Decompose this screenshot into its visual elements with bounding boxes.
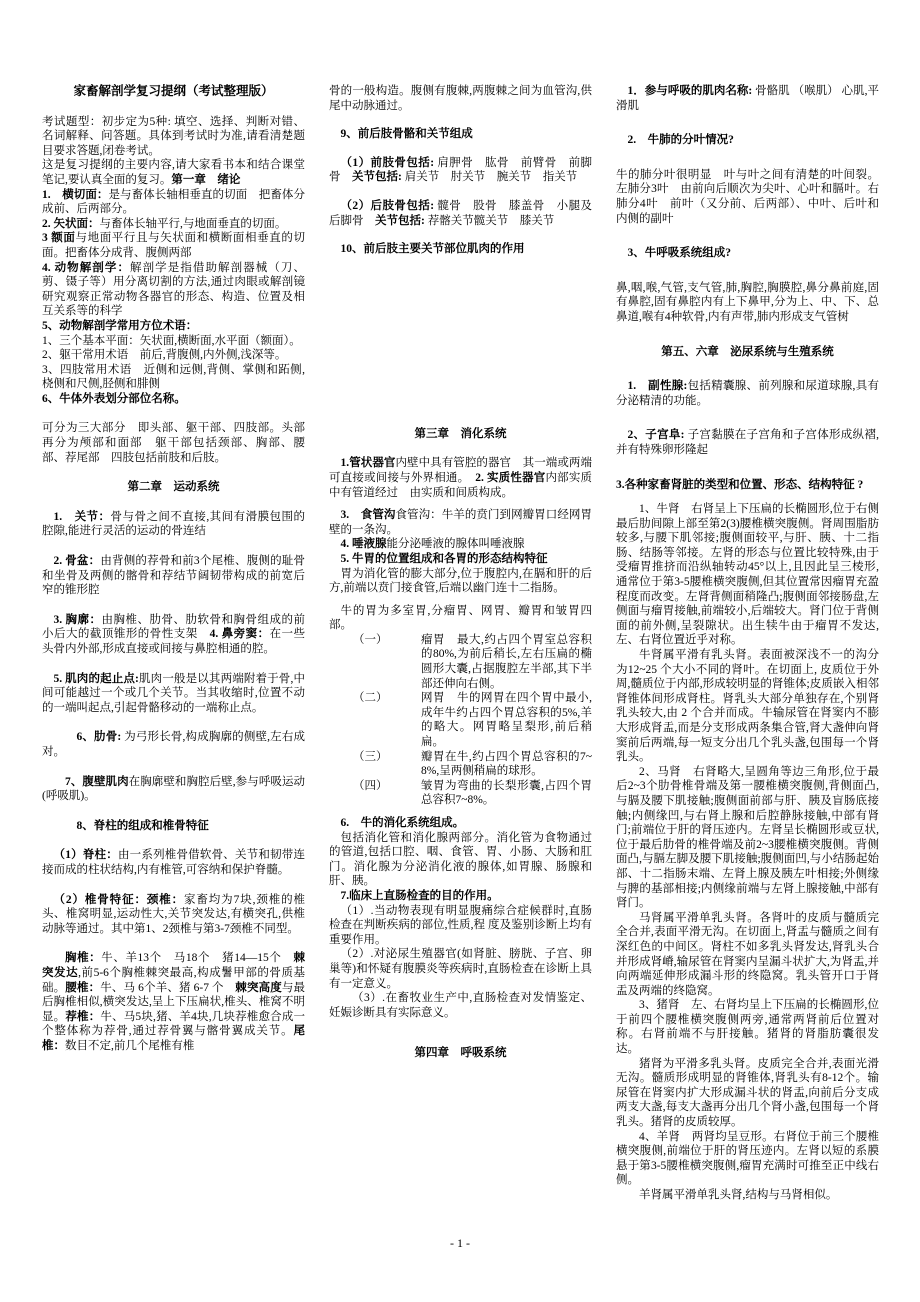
paragraph <box>42 231 305 260</box>
spacer <box>42 99 305 115</box>
paragraph <box>329 242 592 257</box>
paragraph <box>42 334 305 349</box>
spacer <box>616 226 879 246</box>
text-run: 1．参与呼吸的肌肉名称: <box>627 85 753 97</box>
paragraph <box>329 127 592 142</box>
paragraph <box>616 84 879 113</box>
text-run: 由胸椎、肋骨、肋软骨和胸骨组成的前小后大的截顶锥形的骨性支架 <box>42 613 305 641</box>
text-run: （2）椎骨特征：颈椎： <box>53 893 185 906</box>
paragraph <box>42 348 305 363</box>
text-run: 内壁中具有管腔的器官 其一端或两端可直接或间接与外界相通。 <box>329 457 592 484</box>
paragraph <box>42 158 305 187</box>
text-run: 3. 胸廓： <box>53 613 102 626</box>
text-run: 棘突发达 <box>42 952 305 979</box>
text-run: 可分为三大部分 即头部、躯干部、四肢部。头部再分为颅部和面部 躯干部包括颈部、胸部、腰部、荐尾部 四肢包括前肢和后肢。 <box>42 422 305 464</box>
text-run: 皱胃为弯曲的长梨形囊,占四个胃总容积7~8%。 <box>421 779 592 807</box>
text-run: 第三章 消化系统 <box>414 427 507 440</box>
paragraph <box>42 893 305 937</box>
text-run: 与地面平行且与矢状面和横断面相垂直的切面。把畜体分成背、腹侧两部 <box>42 232 305 259</box>
paragraph <box>42 363 305 392</box>
paragraph <box>42 319 305 334</box>
text-run: 5、动物解剖学常用方位术语： <box>42 319 198 332</box>
list-item-body <box>421 691 592 749</box>
spacer <box>329 500 592 508</box>
text-run: 马肾属平滑单乳头肾。各肾叶的皮质与髓质完全合并,表面平滑无沟。在切面上,肾盂与髓质之间有深红色的中间区。肾柱不如多乳头肾发达,肾乳头合并形成肾嵴,输尿管在肾窦内呈漏斗状扩大,为肾盂,并向两端延伸形成漏斗形的终隐窝。乳头管开口于肾盂及两端的终隐窝。 <box>616 911 879 997</box>
list-item-body <box>421 750 592 779</box>
spacer <box>616 492 879 502</box>
paragraph <box>616 1188 879 1203</box>
text-run: 羊肾属平滑单乳头肾,结构与马肾相似。 <box>639 1189 838 1201</box>
paragraph <box>616 168 879 226</box>
spacer <box>616 148 879 168</box>
text-run: 6、牛体外表划分部位名称。 <box>42 392 186 405</box>
text-run: 2. 实质性器官 <box>475 471 546 484</box>
text-run: 由背侧的荐骨和前3个尾椎、腹侧的耻骨和坐骨及两侧的髂骨和荐结节阔韧带构成的前宽后窄的锥形腔 <box>42 555 305 597</box>
spacer <box>42 804 305 819</box>
text-run: 骨的一般构造。腹侧有腹棘,两腹棘之间为血管沟,供尾中动脉通过。 <box>329 85 592 112</box>
spacer <box>42 539 305 554</box>
spacer <box>329 257 592 427</box>
text-run: 瓣胃在牛,约占四个胃总容积的7~8%,呈两侧稍扁的球形。 <box>421 750 592 778</box>
text-run: 4. 唾液腺 <box>340 538 387 551</box>
document-title <box>42 84 305 99</box>
text-run: 2、子宫阜: <box>627 429 685 442</box>
text-run: 为弓形长骨,构成胸廓的侧壁,左右成对。 <box>42 731 305 758</box>
text-run: （1）脊柱： <box>53 849 118 862</box>
text-run: 3、四肢常用术语 近侧和远侧,背侧、掌侧和跖侧,桡侧和尺侧,胫侧和腓侧 <box>42 363 305 391</box>
paragraph <box>329 537 592 552</box>
text-run: 解剖学是指借助解剖器械（刀、剪、镊子等）用分离切割的方法,通过肉眼或解剖镜研究观察正常动物各器官的形态、构造、位置及相互关系等的科学 <box>42 261 305 318</box>
text-run: 由一系列椎骨借软骨、关节和韧带连接而成的柱状结构,内有椎管,可容纳和保护脊髓。 <box>42 849 305 876</box>
spacer <box>616 359 879 379</box>
chapter-heading <box>42 480 305 495</box>
text-run: 数目不定,前几个尾椎有椎 <box>65 1039 195 1052</box>
paragraph <box>42 775 305 804</box>
paragraph <box>329 831 592 889</box>
text-run: ,前5-6个胸椎棘突最高,构成鬐甲部的骨质基础。 <box>42 966 305 994</box>
paragraph <box>616 133 879 148</box>
text-run: 4. 动物解剖学： <box>42 261 131 274</box>
paragraph <box>42 392 305 407</box>
text-run: 第四章 呼吸系统 <box>414 1047 507 1060</box>
paragraph <box>329 508 592 537</box>
spacer <box>329 142 592 156</box>
paragraph <box>616 502 879 648</box>
text-run: 4. 鼻旁窦： <box>209 628 270 641</box>
text-run: 3、牛呼吸系统组成? <box>627 247 731 260</box>
text-run: 牛、羊13个 马18个 猪14—15个 <box>101 952 294 965</box>
text-run: 3 额面 <box>42 232 76 245</box>
paragraph <box>42 951 305 1053</box>
text-run: 荐髂关节髋关节 膝关节 <box>424 214 555 227</box>
text-run: 胸椎： <box>65 952 102 965</box>
text-run: 棘突高度 <box>235 981 282 994</box>
spacer <box>42 598 305 613</box>
paragraph <box>42 730 305 759</box>
paragraph <box>616 246 879 261</box>
text-run: 2、马肾 右肾略大,呈圆角等边三角形,位于最后2~3个肋骨椎骨端及第一腰椎横突腹侧,背侧面凸,与膈及腰下肌接触;腹侧面前部与肝、胰及盲肠底接触;内侧缘凹,与右肾上腺和后腔静脉接触,中部有肾门;前端位于肝的肾压迹内。左肾呈长椭圆形或豆状,位于最后肋骨的椎骨端及前2~3腰椎横突腹侧。背侧面凸,与膈左脚及腰下肌接触;腹侧面凹,与小结肠起始部、十二指肠末端、左肾上腺及胰左叶相接;外侧缘与脾的基部相接;内侧缘前端与左肾上腺接触,中部有肾门。 <box>616 765 879 910</box>
paragraph <box>42 115 305 159</box>
text-run: 1、牛肾 右肾呈上下压扁的长椭圆形,位于右侧最后肋间隙上部至第2(3)腰椎横突腹侧。肾周围脂肪较多,与腰下肌邻接;腹侧面较平,与肝、胰、十二指肠、结肠等邻接。左肾的形态与位置比较特殊,由于受瘤胃推挤而沿纵轴转动45°以上,且因此呈三棱形,通常位于第3-5腰椎横突腹侧,但其位置常因瘤胃充盈程度而改变。左肾背侧面稍隆凸;腹侧面邻接肠盘,左侧面与瘤胃接触,前端较小,后端较大。肾门位于背侧面的前外侧,呈裂隙状。出生犊牛由于瘤胃不发达,左、右肾位置近乎对称。 <box>616 503 879 647</box>
list-item-label: （一） <box>353 633 388 646</box>
text-run: 肩胛骨 肱骨 前臂骨 前脚骨 <box>329 156 592 184</box>
text-run: 是与畜体长轴相垂直的切面 把畜体分成前、后两部分。 <box>42 188 305 216</box>
text-run: （1）.当动物表现有明显腹痛综合症候群时,直肠检查在判断疾病的部位,性质,程 度及鉴别诊断上均有重要作用。 <box>329 904 592 946</box>
spacer <box>616 408 879 428</box>
text-run: 2. 骨盆： <box>53 555 101 568</box>
text-run: 荐椎： <box>65 1010 101 1023</box>
text-run: 在胸廓壁和胸腔后壁,参与呼吸运动(呼吸肌)。 <box>42 775 305 803</box>
text-run: 肩关节 肘关节 腕关节 指关节 <box>401 171 578 184</box>
spacer <box>616 113 879 133</box>
text-run: 第五、六章 泌尿系统与生殖系统 <box>661 345 834 358</box>
list-item-body <box>421 633 592 691</box>
list-item <box>329 779 592 808</box>
text-run: 网胃 牛的网胃在四个胃中最小,成年牛约占四个胃总容积的5%,羊的略大。网胃略呈梨形,前后稍扁。 <box>421 692 592 749</box>
paragraph <box>616 478 879 493</box>
paragraph <box>42 188 305 217</box>
paragraph <box>329 456 592 500</box>
text-run: （1）前肢骨包括: <box>340 156 435 169</box>
text-run: 腰椎： <box>65 981 101 994</box>
page-number: - 1 - <box>450 1236 470 1250</box>
text-run: 7、腹壁肌肉 <box>65 775 129 788</box>
text-run: （2）.对泌尿生殖器官(如肾脏、膀胱、子宫、卵巢等)和怀疑有腹膜炎等疾病时,直肠检查在诊断上具有一定意义。 <box>329 948 592 990</box>
paragraph <box>616 911 879 999</box>
text-run: 3、猪肾 左、右肾均呈上下压扁的长椭圆形,位于前四个腰椎横突腹侧两旁,通常两肾前后位置对称。右肾前端不与肝接触。猪肾的肾脂肪囊很发达。 <box>616 999 879 1056</box>
paragraph <box>329 947 592 991</box>
paragraph <box>42 217 305 232</box>
column <box>616 84 879 1224</box>
text-run: 1. 副性腺: <box>627 380 688 393</box>
paragraph <box>616 379 879 408</box>
paragraph <box>42 510 305 539</box>
paragraph <box>42 672 305 716</box>
paragraph <box>329 84 592 113</box>
spacer <box>42 406 305 421</box>
paragraph <box>616 648 879 765</box>
chapter-heading <box>329 427 592 442</box>
text-run: 1、三个基本平面：矢状面,横断面,水平面（额面）。 <box>42 334 301 347</box>
list-item-label: （二） <box>353 692 388 705</box>
text-run: 牛、马5块,猪、羊4块,几块荐椎愈合成一个整体称为荐骨,通过荐骨翼与髂骨翼成关节。 <box>42 1010 305 1038</box>
paragraph <box>616 998 879 1056</box>
column <box>329 84 592 1224</box>
text-run: 牛、马 6个羊、猪 6-7 个 <box>100 981 236 994</box>
text-run: 3. 食管沟 <box>340 509 396 522</box>
text-run: 与最后胸椎相似,横突发达,呈上下压扁状,椎头、椎窝不明显。 <box>42 981 305 1023</box>
text-run: 6、肋骨: <box>76 731 122 744</box>
text-run: 9、前后肢骨骼和关节组成 <box>340 128 473 141</box>
paragraph <box>42 613 305 657</box>
paragraph <box>42 421 305 465</box>
text-run: 考试题型：初步定为5种: 填空、选择、判断对错、名词解释、问答题。具体到考试时为准,请看清楚题目要求答题,闭卷考试。 <box>42 115 305 157</box>
paragraph <box>42 554 305 598</box>
text-run: 骨骼肌 （喉肌） 心肌,平滑肌 <box>616 85 879 112</box>
text-run: 4、羊肾 两肾均呈豆形。右肾位于前三个腰椎横突腹侧,前端位于肝的肾压迹内。左肾以短的系膜悬于第3-5腰椎横突腹侧,瘤胃充满时可推至正中线右侧。 <box>616 1130 879 1187</box>
paragraph <box>616 281 879 325</box>
column <box>42 84 305 1224</box>
text-run: 1.管状器官 <box>340 457 396 470</box>
list-item-label: （三） <box>353 750 388 763</box>
text-run: 在一些头骨内外部,形成直接或间接与鼻腔相通的腔。 <box>42 628 305 655</box>
text-run: 内部实质中有管道经过 由实质和间质构成。 <box>329 471 592 499</box>
list-item <box>329 633 592 691</box>
text-run: 10、前后肢主要关节部位肌肉的作用 <box>340 243 525 256</box>
text-run: 7.临床上直肠检查的目的作用。 <box>340 889 499 902</box>
spacer <box>42 495 305 510</box>
spacer <box>329 185 592 199</box>
spacer <box>42 657 305 672</box>
text-run: 与畜体长轴平行,与地面垂直的切面。 <box>99 217 287 230</box>
paragraph <box>616 1057 879 1130</box>
text-run: 髋骨 股骨 膝盖骨 小腿及后脚骨 <box>329 199 592 227</box>
spacer <box>616 325 879 345</box>
paragraph <box>329 199 592 228</box>
list-item-label: （四） <box>353 779 388 792</box>
text-run: 鼻,咽,喉,气管,支气管,肺,胸腔,胸膜腔,鼻分鼻前庭,固有鼻腔,固有鼻腔内有上下鼻甲,分为上、中、下、总鼻道,喉有4种软骨,内有声带,肺内形成支气管树 <box>616 281 879 323</box>
spacer <box>42 936 305 951</box>
text-run: 6. 牛的消化系统组成。 <box>340 817 465 829</box>
text-run: 2. 矢状面： <box>42 217 100 230</box>
list-item <box>329 750 592 779</box>
paragraph <box>616 765 879 911</box>
paragraph <box>329 889 592 904</box>
text-run: 2、躯干常用术语 前后,背腹侧,内外侧,浅深等。 <box>42 349 287 362</box>
spacer <box>42 465 305 480</box>
text-run: 第一章 绪论 <box>171 173 241 186</box>
spacer <box>329 1020 592 1046</box>
text-run: 5. 肌肉的起止点: <box>53 672 139 685</box>
paragraph <box>616 428 879 457</box>
list-item <box>329 691 592 749</box>
list-item-body <box>421 779 592 808</box>
spacer <box>329 228 592 242</box>
text-run: 包括消化管和消化腺两部分。消化管为食物通过的管道,包括口腔、咽、食管、胃、小肠、大肠和肛门。消化腺为分泌消化液的腺体,如胃腺、肠腺和肝、胰。 <box>329 831 592 888</box>
paragraph <box>42 819 305 834</box>
paragraph <box>329 816 592 831</box>
text-run: 这是复习提纲的主要内容,请大家看书本和结合课堂笔记,要认真全面的复习。 <box>42 159 305 186</box>
text-run: 5. 牛胃的位置组成和各胃的形态结构特征 <box>340 552 548 565</box>
text-run: 关节包括: <box>375 214 425 227</box>
text-run: 3.各种家畜肾脏的类型和位置、形态、结构特征 ? <box>616 478 864 491</box>
text-run: 骨与骨之间不直接,其间有滑膜包围的腔隙,能进行灵活的运动的骨连结 <box>42 510 305 538</box>
text-run: （2）后肢骨包括: <box>340 199 435 212</box>
paragraph <box>329 567 592 596</box>
chapter-heading <box>616 345 879 360</box>
text-run: 8、脊柱的组成和椎骨特征 <box>76 819 209 832</box>
text-run: 1. 关节： <box>53 510 111 523</box>
spacer <box>42 715 305 730</box>
paragraph <box>329 604 592 633</box>
paragraph <box>42 261 305 319</box>
paragraph <box>616 1130 879 1188</box>
text-run: 子宫黏膜在子宫角和子宫体形成纵褶,并有特殊卵形隆起 <box>616 429 879 456</box>
text-run: 1. 横切面： <box>42 188 109 201</box>
text-run: 家畜解剖学复习提纲（考试整理版） <box>73 84 274 98</box>
text-run: 瘤胃 最大,约占四个胃室总容积的80%,为前后稍长,左右压扁的椭圆形大囊,占据腹腔左半部,其下半部还伸向右侧。 <box>421 633 592 690</box>
text-run: 家畜均为7块,颈椎的椎头、椎窝明显,运动性大,关节突发达,有横突孔,供椎动脉等通过。其中第1、2颈椎与第3-7颈椎不同型。 <box>42 893 305 935</box>
text-run: 食管沟：牛羊的贲门到网瓣胃口经网胃壁的一条沟。 <box>329 509 592 536</box>
text-run: 关节包括: <box>352 171 402 184</box>
spacer <box>42 833 305 848</box>
text-run: 能分泌唾液的腺体叫唾液腺 <box>386 538 525 551</box>
spacer <box>329 808 592 816</box>
text-run: 胃为消化管的膨大部分,位于腹腔内,在膈和肝的后方,前端以贲门接食管,后端以幽门连十二指肠。 <box>329 567 592 595</box>
text-run: 尾椎： <box>42 1025 305 1052</box>
text-run: 肌肉一般是以其两端附着于骨,中间可能越过一个或几个关节。当其收缩时,位置不动的一端叫起点,引起骨骼移动的一端称止点。 <box>42 672 305 714</box>
spacer <box>42 760 305 775</box>
spacer <box>329 113 592 127</box>
text-run: 包括精囊腺、前列腺和尿道球腺,具有分泌精清的功能。 <box>616 380 879 407</box>
spacer <box>616 261 879 281</box>
spacer <box>616 458 879 478</box>
paragraph <box>329 552 592 567</box>
spacer <box>329 596 592 604</box>
text-run: 第二章 运动系统 <box>127 481 220 494</box>
text-run: 牛的胃为多室胃,分瘤胃、网胃、瓣胃和皱胃四部。 <box>329 604 592 632</box>
spacer <box>329 441 592 456</box>
chapter-heading <box>329 1046 592 1061</box>
text-run: 牛肾属平滑有乳头肾。表面被深浅不一的沟分为12~25 个大小不同的肾叶。在切面上, 皮质位于外周,髓质位于内部,形成较明显的肾锥体;皮质嵌入相邻肾锥体间形成肾柱。肾乳头大部分单独存在,个别肾乳头较大,由 2 个合并而成。牛输尿管在肾窦内不膨大形成肾盂,而是分支形成两条集合管,肾大盏伸向肾窦前后两端,每一短支分出几个乳头盏,包围每一个肾乳头。 <box>616 649 879 764</box>
text-run: （3）.在畜牧业生产中,直肠检查对发情鉴定、妊娠诊断具有实际意义。 <box>329 992 592 1019</box>
text-run: 牛的肺分叶很明显 叶与叶之间有清楚的叶间裂。左肺分3叶 由前向后顺次为尖叶、心叶和膈叶。右肺分4叶 前叶（又分前、后两部）、中叶、后叶和内侧的副叶 <box>616 168 879 225</box>
paragraph <box>42 848 305 877</box>
text-columns <box>42 84 880 1224</box>
paragraph <box>329 904 592 948</box>
paragraph <box>329 991 592 1020</box>
spacer <box>42 878 305 893</box>
paragraph <box>329 156 592 185</box>
text-run: 猪肾为平滑多乳头肾。皮质完全合并,表面光滑无沟。髓质形成明显的肾锥体,肾乳头有8-12个。输尿管在肾窦内扩大形成漏斗状的肾盂,向前后分支成两支大盏,每支大盏再分出几个肾小盏,包围每一个肾乳头。猪肾的皮质较厚。 <box>616 1057 879 1129</box>
text-run: 2. 牛肺的分叶情况? <box>627 134 734 147</box>
